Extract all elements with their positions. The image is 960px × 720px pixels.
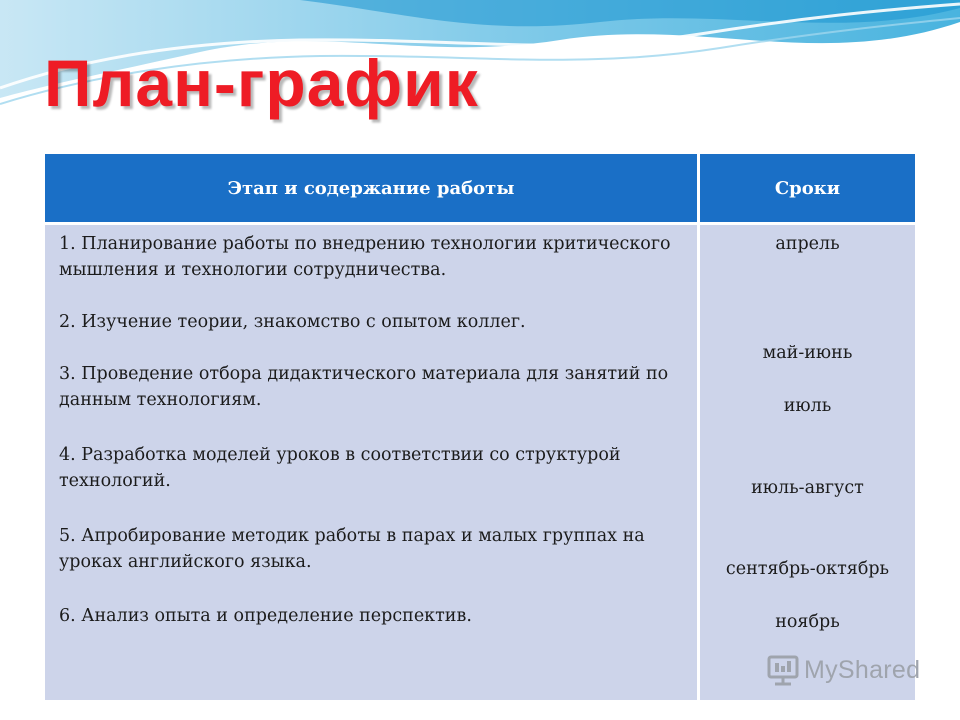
- presentation-board-icon: [766, 654, 800, 686]
- deadline-item: июль: [783, 396, 832, 416]
- deadline-item: сентябрь-октябрь: [725, 559, 890, 579]
- deadline-item: ноябрь: [775, 612, 840, 632]
- stage-item: 6. Анализ опыта и определение перспектив.: [59, 606, 472, 626]
- deadline-item: апрель: [775, 234, 840, 254]
- watermark-text: MyShared: [804, 655, 921, 684]
- stages-cell: [45, 225, 697, 700]
- deadlines-cell: [700, 225, 915, 700]
- column-header-stage: Этап и содержание работы: [45, 154, 697, 222]
- page-title: План-график: [44, 46, 479, 120]
- stage-item: 2. Изучение теории, знакомство с опытом коллег.: [59, 312, 526, 332]
- stage-item: 5. Апробирование методик работы в парах и малых группах на уроках английского языка.: [59, 526, 645, 572]
- column-header-deadline: Сроки: [700, 154, 915, 222]
- stage-item: 1. Планирование работы по внедрению технологии критического мышления и технологии сотрудничества.: [59, 234, 671, 280]
- schedule-table: [45, 154, 915, 700]
- deadline-item: май-июнь: [762, 343, 853, 363]
- stage-item: 4. Разработка моделей уроков в соответствии со структурой технологий.: [59, 445, 621, 491]
- watermark: [766, 654, 920, 686]
- stage-item: 3. Проведение отбора дидактического материала для занятий по данным технологиям.: [59, 364, 669, 410]
- deadline-item: июль-август: [751, 478, 864, 498]
